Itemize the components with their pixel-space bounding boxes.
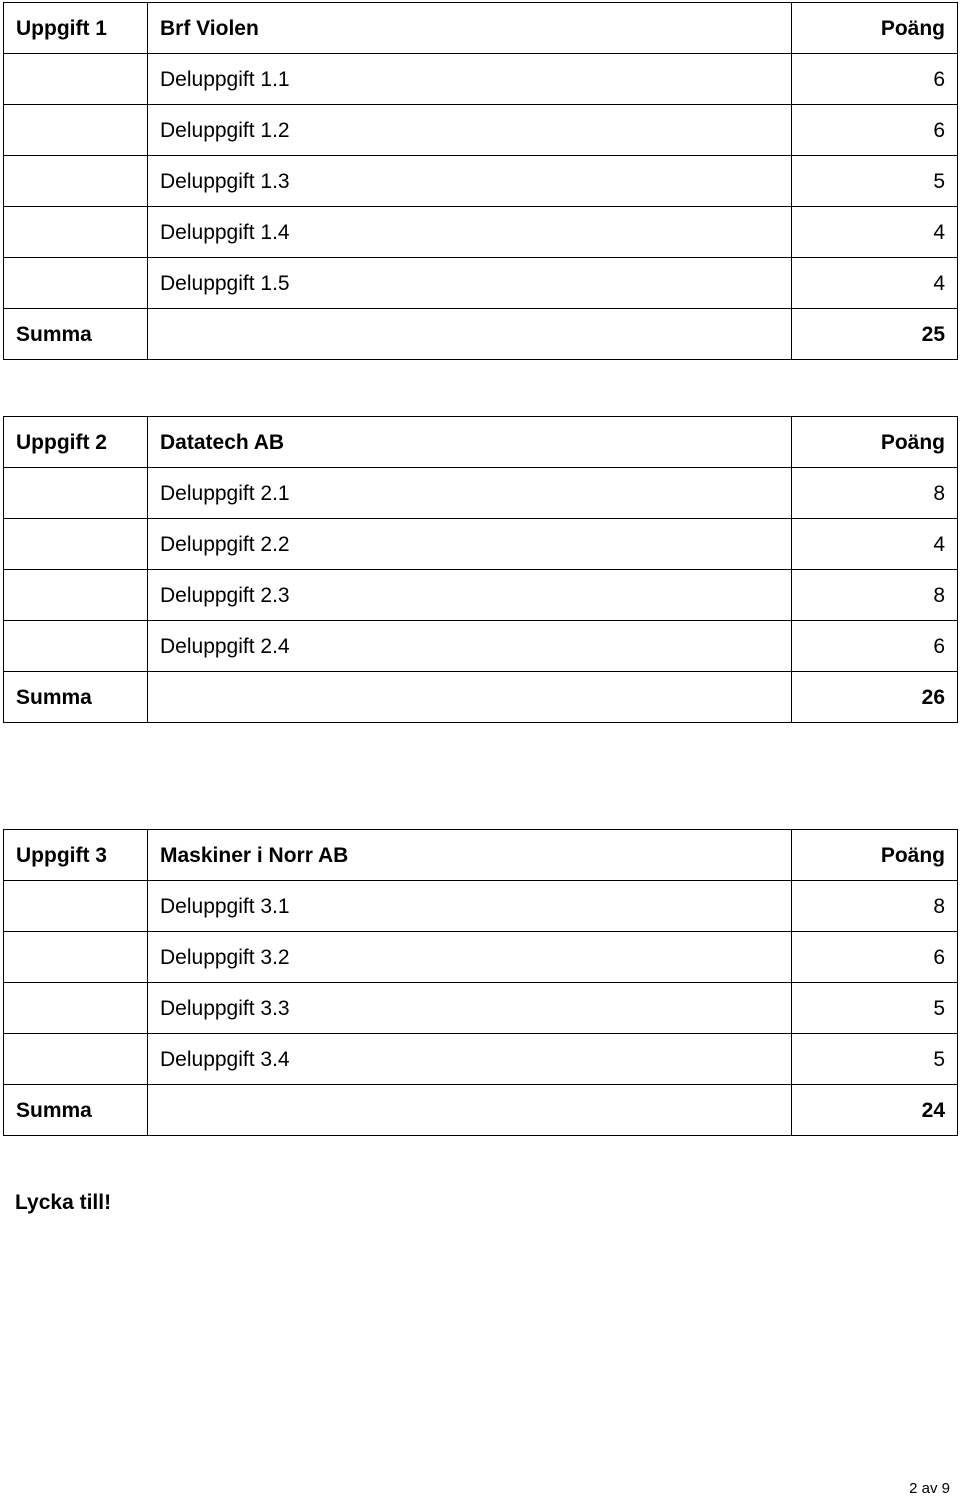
empty-cell (4, 570, 148, 621)
subtask-name: Deluppgift 3.3 (148, 983, 792, 1034)
empty-cell (4, 519, 148, 570)
subtask-name: Deluppgift 3.1 (148, 881, 792, 932)
empty-cell (4, 156, 148, 207)
sum-label: Summa (4, 672, 148, 723)
subtask-points: 5 (792, 983, 958, 1034)
empty-cell (148, 672, 792, 723)
points-header: Poäng (792, 830, 958, 881)
company-name: Datatech AB (148, 417, 792, 468)
subtask-points: 8 (792, 468, 958, 519)
subtask-points: 4 (792, 207, 958, 258)
subtask-name: Deluppgift 1.1 (148, 54, 792, 105)
sum-value: 25 (792, 309, 958, 360)
subtask-points: 6 (792, 932, 958, 983)
subtask-points: 8 (792, 570, 958, 621)
empty-cell (4, 983, 148, 1034)
empty-cell (4, 621, 148, 672)
empty-cell (148, 309, 792, 360)
subtask-points: 8 (792, 881, 958, 932)
subtask-points: 6 (792, 105, 958, 156)
empty-cell (148, 1085, 792, 1136)
subtask-name: Deluppgift 2.3 (148, 570, 792, 621)
subtask-points: 6 (792, 54, 958, 105)
points-header: Poäng (792, 417, 958, 468)
subtask-name: Deluppgift 2.1 (148, 468, 792, 519)
closing-text: Lycka till! (15, 1191, 112, 1214)
sum-value: 26 (792, 672, 958, 723)
task-label: Uppgift 1 (4, 3, 148, 54)
subtask-name: Deluppgift 1.5 (148, 258, 792, 309)
sum-row (4, 309, 958, 360)
subtask-points: 5 (792, 156, 958, 207)
table-row (4, 570, 958, 621)
table-row (4, 54, 958, 105)
subtask-points: 4 (792, 258, 958, 309)
subtask-name: Deluppgift 3.4 (148, 1034, 792, 1085)
task-table-1 (3, 2, 958, 360)
empty-cell (4, 881, 148, 932)
subtask-name: Deluppgift 3.2 (148, 932, 792, 983)
empty-cell (4, 1034, 148, 1085)
table-row (4, 258, 958, 309)
subtask-name: Deluppgift 1.2 (148, 105, 792, 156)
table-header-row (4, 3, 958, 54)
points-header: Poäng (792, 3, 958, 54)
company-name: Maskiner i Norr AB (148, 830, 792, 881)
sum-value: 24 (792, 1085, 958, 1136)
table-header-row (4, 417, 958, 468)
sum-label: Summa (4, 309, 148, 360)
subtask-points: 4 (792, 519, 958, 570)
subtask-name: Deluppgift 1.3 (148, 156, 792, 207)
task-label: Uppgift 2 (4, 417, 148, 468)
table-row (4, 932, 958, 983)
sum-row (4, 672, 958, 723)
table-row (4, 983, 958, 1034)
table-row (4, 621, 958, 672)
subtask-name: Deluppgift 1.4 (148, 207, 792, 258)
subtask-name: Deluppgift 2.2 (148, 519, 792, 570)
table-header-row (4, 830, 958, 881)
page-number: 2 av 9 (909, 1480, 950, 1497)
table-row (4, 1034, 958, 1085)
table-row (4, 105, 958, 156)
empty-cell (4, 932, 148, 983)
subtask-points: 6 (792, 621, 958, 672)
task-table-2 (3, 416, 958, 723)
sum-label: Summa (4, 1085, 148, 1136)
table-row (4, 881, 958, 932)
task-table-3 (3, 829, 958, 1136)
table-row (4, 156, 958, 207)
company-name: Brf Violen (148, 3, 792, 54)
empty-cell (4, 105, 148, 156)
subtask-points: 5 (792, 1034, 958, 1085)
table-row (4, 207, 958, 258)
subtask-name: Deluppgift 2.4 (148, 621, 792, 672)
table-row (4, 519, 958, 570)
empty-cell (4, 207, 148, 258)
empty-cell (4, 258, 148, 309)
empty-cell (4, 54, 148, 105)
task-label: Uppgift 3 (4, 830, 148, 881)
empty-cell (4, 468, 148, 519)
table-row (4, 468, 958, 519)
sum-row (4, 1085, 958, 1136)
